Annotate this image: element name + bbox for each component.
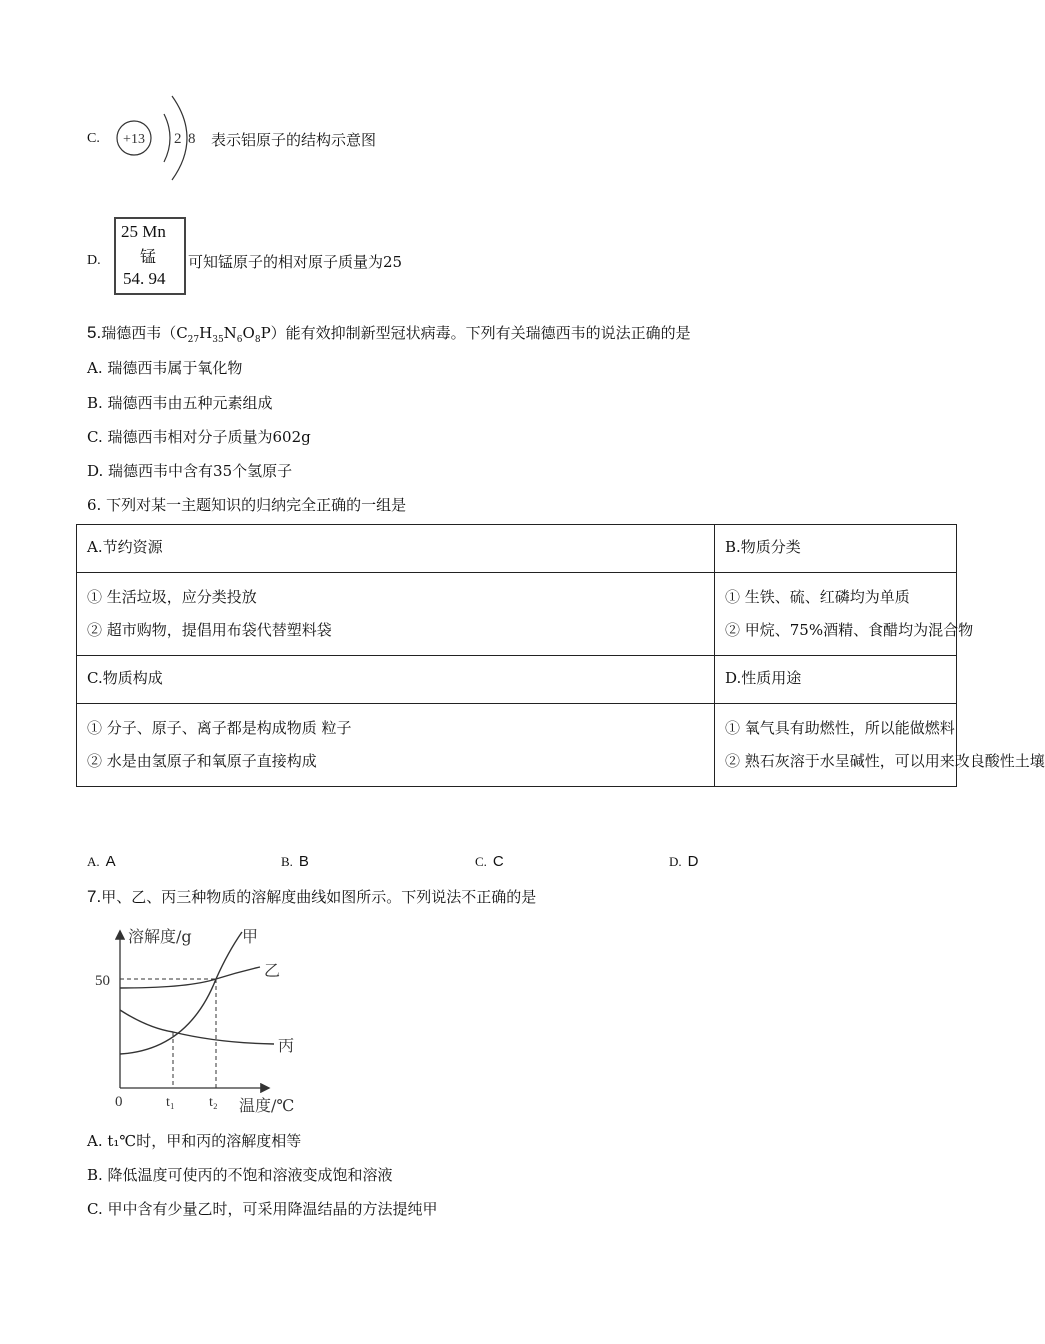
q4-c-label: C. <box>87 131 100 146</box>
atom-structure-diagram <box>112 86 202 186</box>
q5-stem: 5.瑞德西韦$(C_{27}H_{35}N_6O_8P)$能有效抑制新型冠状病毒。下列有关瑞德西韦的说法正确的是 <box>87 323 691 345</box>
element-card <box>114 217 186 295</box>
x-axis-label: 温度/℃ <box>239 1096 295 1115</box>
element-symbol: Mn <box>142 222 166 241</box>
shell-electrons-1: 2 <box>174 131 182 147</box>
x-tick-t1: t₁ <box>166 1095 175 1110</box>
element-name: 锰 <box>140 247 157 266</box>
q4-d-label: D. <box>87 253 101 268</box>
table-cell-a-head: A.节约资源 <box>77 525 715 573</box>
y-tick-50: 50 <box>95 973 110 989</box>
table-cell-c-head: C.物质构成 <box>77 656 715 704</box>
x-tick-t2: t₂ <box>209 1095 218 1110</box>
curve-jia <box>120 932 242 1054</box>
curve-bing <box>120 1010 274 1044</box>
q4-c-text: 表示铝原子的结构示意图 <box>211 131 377 149</box>
q5-option-c: C. 瑞德西韦相对分子质量为602g <box>87 428 311 446</box>
table-cell-d-body: ① 氧气具有助燃性，所以能做燃料 ② 熟石灰溶于水呈碱性，可以用来改良酸性土壤 <box>715 704 957 787</box>
table-cell-d-head: D.性质用途 <box>715 656 957 704</box>
table-cell-a-body: ① 生活垃圾，应分类投放 ② 超市购物，提倡用布袋代替塑料袋 <box>77 573 715 656</box>
q6-option-a: A. A <box>87 853 116 870</box>
solubility-chart <box>88 918 308 1118</box>
q5-option-b: B. 瑞德西韦由五种元素组成 <box>87 394 273 412</box>
shell-electrons-2: 8 <box>188 131 196 147</box>
q7-option-b: B. 降低温度可使丙的不饱和溶液变成饱和溶液 <box>87 1166 393 1184</box>
nucleus-charge: +13 <box>123 132 145 147</box>
element-mass: 54. 94 <box>123 269 166 288</box>
table-cell-b-body: ① 生铁、硫、红磷均为单质 ② 甲烷、75%酒精、食醋均为混合物 <box>715 573 957 656</box>
series-label-yi: 乙 <box>264 961 281 980</box>
electron-shell-arc-1 <box>164 114 170 162</box>
y-axis-label: 溶解度/g <box>128 927 192 946</box>
q6-option-c: C. C <box>475 853 504 870</box>
table-cell-b-head: B.物质分类 <box>715 525 957 573</box>
q7-option-a: A. t₁℃时，甲和丙的溶解度相等 <box>87 1132 302 1150</box>
q6-stem: 6. 下列对某一主题知识的归纳完全正确的一组是 <box>87 496 407 514</box>
knowledge-table <box>76 524 1045 787</box>
curve-yi <box>120 967 260 988</box>
table-cell-c-body: ① 分子、原子、离子都是构成物质 粒子 ② 水是由氢原子和氧原子直接构成 <box>77 704 715 787</box>
q7-option-c: C. 甲中含有少量乙时，可采用降温结晶的方法提纯甲 <box>87 1200 438 1218</box>
q7-stem: 7.甲、乙、丙三种物质的溶解度曲线如图所示。下列说法不正确的是 <box>87 887 537 906</box>
q6-option-d: D. D <box>669 853 699 870</box>
q6-option-b: B. B <box>281 853 309 870</box>
q5-option-a: A. 瑞德西韦属于氧化物 <box>87 359 243 377</box>
element-atomic-number: 25 <box>121 222 138 241</box>
series-label-jia: 甲 <box>242 927 259 946</box>
origin-label: 0 <box>115 1094 123 1110</box>
series-label-bing: 丙 <box>278 1036 295 1055</box>
q4-d-text: 可知锰原子的相对原子质量为25 <box>188 253 403 271</box>
q5-option-d: D. 瑞德西韦中含有35个氢原子 <box>87 462 293 480</box>
